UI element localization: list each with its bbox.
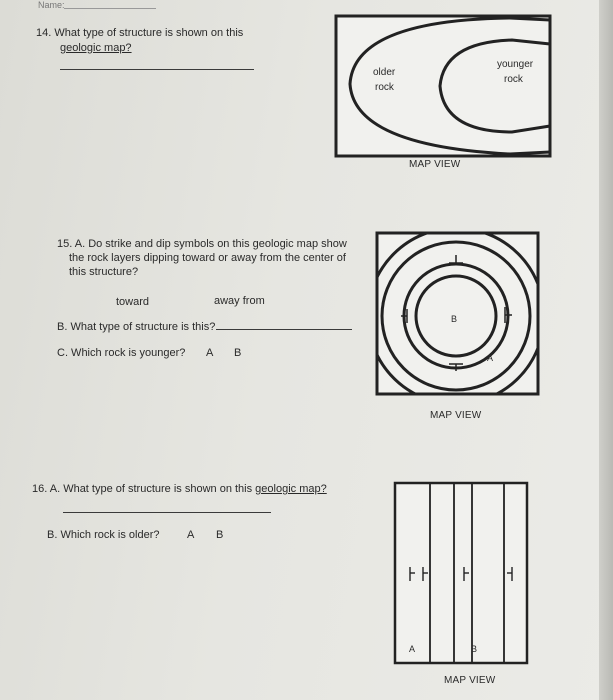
name-blank[interactable] xyxy=(64,8,156,9)
q16-map-caption: MAP VIEW xyxy=(444,675,496,686)
q15-map-label-b: B xyxy=(451,314,458,324)
q16-map-label-a: A xyxy=(409,644,416,654)
q15-option-toward[interactable]: toward xyxy=(116,296,150,308)
q14-answer-line[interactable] xyxy=(60,69,254,70)
q16a-prompt-text: 16. A. What type of structure is shown on this xyxy=(32,483,256,495)
q15b-answer-line[interactable] xyxy=(216,329,352,330)
q14-younger-label-1: younger xyxy=(497,59,534,70)
q14-older-label-1: older xyxy=(373,67,396,78)
q15-option-away-from[interactable]: away from xyxy=(214,295,265,307)
q15-map-caption: MAP VIEW xyxy=(430,410,482,421)
q14-younger-label-2: rock xyxy=(504,74,523,85)
page-edge-shadow xyxy=(599,0,613,700)
q16a-answer-line[interactable] xyxy=(63,512,271,513)
q15-map-label-a: A xyxy=(487,353,494,363)
q15b-prompt: B. What type of structure is this? xyxy=(57,321,216,333)
q15c-prompt: C. Which rock is younger? xyxy=(57,347,186,359)
q15-prompt-line-1: 15. A. Do strike and dip symbols on this geologic map show xyxy=(57,238,347,250)
q14-prompt: 14. What type of structure is shown on this xyxy=(36,27,244,39)
q15-map-frame xyxy=(377,233,538,394)
q15-prompt-line-3: this structure? xyxy=(69,266,139,278)
q15c-option-b[interactable]: B xyxy=(234,347,242,359)
name-label: Name: xyxy=(38,0,65,10)
q16b-option-a[interactable]: A xyxy=(187,529,195,541)
q16a-geologic-map-link: geologic map? xyxy=(255,483,327,495)
q14-geologic-map-link: geologic map? xyxy=(60,42,132,54)
q14-older-label-2: rock xyxy=(375,82,394,93)
q14-map-caption: MAP VIEW xyxy=(409,159,461,170)
q16a-prompt xyxy=(32,482,327,496)
q16-map-label-b: B xyxy=(471,644,478,654)
q15c-option-a[interactable]: A xyxy=(206,347,214,359)
q15-map xyxy=(374,230,542,400)
q14-map xyxy=(334,14,554,164)
q16b-option-b[interactable]: B xyxy=(216,529,224,541)
q16b-prompt: B. Which rock is older? xyxy=(47,529,160,541)
q15-prompt-line-2: the rock layers dipping toward or away from the center of xyxy=(69,252,346,264)
q16-map xyxy=(393,481,529,667)
